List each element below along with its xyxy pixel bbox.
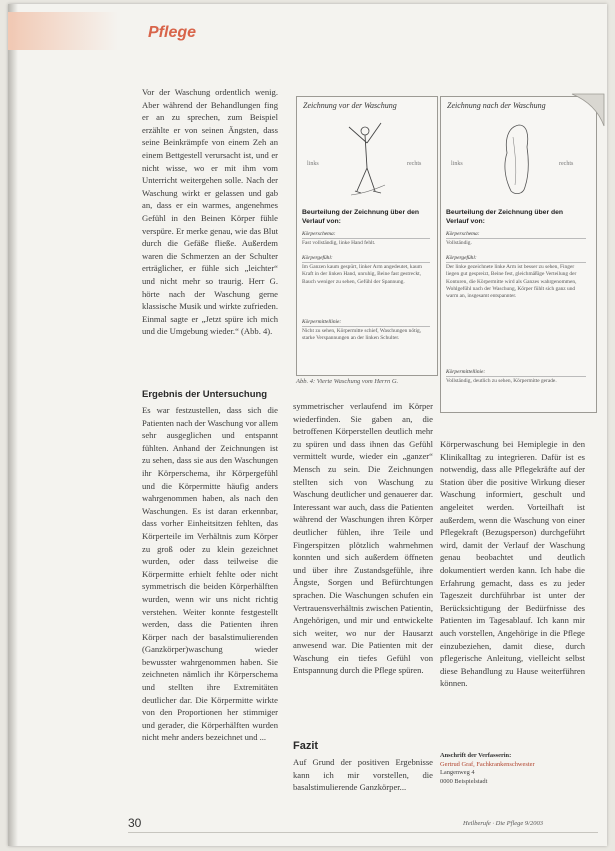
eval-key: Körperschema: (302, 231, 430, 239)
eval-body-schema (446, 231, 586, 247)
eval-value: Vollständig. (446, 240, 472, 247)
author-label: Anschrift der Verfasserin: (440, 752, 512, 759)
page-number: 30 (128, 816, 142, 830)
fazit-text (293, 756, 433, 794)
eval-key: Körpergefühl: (446, 255, 586, 263)
result-text (142, 404, 278, 744)
column-1-text (142, 86, 278, 338)
paragraph: symmetrischer verlaufend im Körper wiederfinden. Sie gaben an, die betroffenen Körperstellen deutlich mehr zu spüren und dass ihnen das Gefühl vermittelt wurde, wieder ein „ganzer“ Mensch zu sein. Die Zeichnungen stellten sich von Waschung zu Waschung deutlicher und genauerer dar. Interessant war auch, dass die Patienten während der Waschungen ihren Körper deutlicher fühlen, ihre Teile und Fingerspitzen plötzlich wahrnehmen konnten und sich außerdem öffneten und über ihre Zustandsgefühle, ihre Ängste, Sorgen und Befürchtungen sprachen. Die Waschungen schufen ein Vertrauensverhältnis zwischen Patientin, Angehörigen, und mir und entwickelte sich weiter, wo nur der Hausarzt anwesend war. Die Patienten mit der Waschung ein tiefes Gefühl von Entspannung durch die Pflege spüren. (293, 401, 433, 676)
label-left: links (451, 161, 463, 167)
eval-key: Körpergefühl: (302, 255, 430, 263)
footer-rule (128, 832, 598, 833)
eval-value: Vollständig, deutlich zu sehen, Körpermitte gerade. (446, 378, 557, 385)
eval-key: Körpermittellinie: (446, 369, 586, 377)
evaluation-heading: Beurteilung der Zeichnung über den Verlauf von: (302, 209, 420, 225)
eval-value: Fast vollständig, linke Hand fehlt. (302, 240, 376, 247)
header-color-stripe (8, 12, 118, 50)
author-address (440, 752, 590, 786)
author-line: 0000 Beispielstadt (440, 777, 488, 785)
label-right: rechts (559, 161, 574, 167)
section-title: Pflege (148, 24, 197, 41)
figure-title: Zeichnung nach der Waschung (447, 101, 546, 110)
paragraph: Auf Grund der positiven Ergebnisse kann ich mir vorstellen, die basalstimulierende Ganzkörper... (293, 757, 433, 793)
fazit-heading: Fazit (293, 740, 319, 752)
column-2-text (293, 400, 433, 677)
eval-body-feeling (446, 255, 586, 300)
page-curl-decoration (568, 90, 608, 130)
paragraph: Es war festzustellen, dass sich die Patienten nach der Waschung vor allem sehr ausgeglichen und entspannt fühlten. Anhand der Zeichnungen ist zu sehen, dass sie aus den Waschungen ihr Körperschema, ihr Körpergefühl und die Körpermitte häufig anders wahrgenommen haben, als nach den Waschungen. Es ist daran erkennbar, dass vorher Einheitsitzen fehlten, das Körperteile im Verhältnis zum Körper zu groß oder zu klein gezeichnet wurden, oder dass teilweise die Körpermitte erhielt fehlte oder nicht symmetrisch die beiden Körperhälften wurden, wenn wir uns nicht richtig verstehen. Weiter konnte festgestellt werden, dass die Patienten ihren Körper nach der basalstimulierenden (Ganzkörper)waschung wieder bewusster wahrgenommen haben. Sie zeichneten nämlich ihr Körperschema und stellten ihre Extremitäten deutlicher dar. Die Körpermitte wirkte von den Proportionen her stimmiger und gerader, die Körperhälften wurden nicht mehr anders bezeichnet und ... (142, 405, 278, 743)
label-left: links (307, 161, 319, 167)
author-line: Gertrud Graf, Fachkrankenschwester (440, 760, 535, 768)
eval-key: Körperschema: (446, 231, 586, 239)
column-3-text (440, 438, 585, 690)
eval-value: Nicht zu sehen, Körpermitte schief, Waschungen nötig, starke Verspannungen an der linken Schulter. (302, 328, 422, 342)
eval-body-schema (302, 231, 430, 247)
paragraph: Körperwaschung bei Hemiplegie in den Klinikalltag zu integrieren. Dafür ist es notwendig, dass alle Pflegekräfte auf der Station über die positive Wirkung dieser Waschung informiert, geschult und angeleitet werden. Vorteilhaft ist außerdem, wenn die Waschung von einer Pflegekraft (Bezugsperson) durchgeführt wird, damit der Verlauf der Waschung genau beobachtet und deutlich dokumentiert werden kann. Ich habe die Erfahrung gemacht, dass es zu jeder Tageszeit durchführbar ist unter der Berücksichtigung der Bedürfnisse des Patienten im Tagesablauf. Ich kann mir auch vorstellen, Angehörige in die Pflege einzubeziehen, damit diese, durch pflegerische Anleitung, vielleicht selbst diese Behandlung zu Hause weiterführen können. (440, 439, 585, 689)
document-page (8, 4, 607, 846)
stick-figure-drawing (301, 113, 433, 203)
eval-body-midline (302, 319, 430, 343)
eval-body-midline (446, 369, 586, 385)
body-outline-drawing (445, 113, 585, 203)
evaluation-heading: Beurteilung der Zeichnung über den Verlauf von: (446, 209, 564, 225)
figure-caption: Abb. 4: Vierte Waschung vom Herrn G. (296, 378, 399, 385)
paragraph: Vor der Waschung ordentlich wenig. Aber während der Behandlungen fing er an zu sprechen, zum Beispiel erzählte er von seinen Ängsten, dass seine Beinkrämpfe von einem Zeh an einem Bettgestell verursacht ist, und er nicht wisse, wo er mit ihm vom Unterricht weitergehen solle. Nach der Waschung wirkt er gelassen und gab an, dass er ein warmes, angenehmes Gefühl in den Beinen Körper fühle verspüre. Er merke genau, wie das Blut durch die Gefäße fließe. Außerdem waren die Schmerzen an der Schulter erträglicher, er fühle sich „leichter“ und nicht mehr so traurig. Herr G. hörte nach der Waschung gerne klassische Musik und wirkte zufrieden. Einmal sagte er „Jetzt spüre ich mich und die Umgebung wieder.“ (Abb. 4). (142, 87, 278, 337)
figure-after-washing (440, 96, 597, 413)
label-right: rechts (407, 161, 422, 167)
figure-before-washing (296, 96, 438, 376)
result-heading: Ergebnis der Untersuchung (142, 389, 268, 400)
eval-key: Körpermittellinie: (302, 319, 430, 327)
eval-value: Der linke gezeichnete linke Arm ist besser zu sehen, Finger liegen gut gespreizt, Beine fest, gleichmäßige Verteilung der Konturen, die Körpermitte wird als Ganzes wahrgenommen, Wohlgefühl nach der Waschung, Körper fühlt sich ganz und warm an, insgesamt entspannter. (446, 264, 577, 300)
figure-title: Zeichnung vor der Waschung (303, 101, 397, 110)
header-bar (8, 12, 607, 50)
eval-value: Im Ganzen kaum gespürt, linker Arm angedeutet, kaum Kraft in der linken Hand, unruhig, Beine fast gestreckt, Bauch weniger zu sehen, Gefühl der Spannung. (302, 264, 422, 285)
eval-body-feeling (302, 255, 430, 286)
journal-reference: Heilberufe · Die Pflege 9/2003 (463, 820, 543, 827)
page-binding-shadow (8, 4, 18, 846)
author-line: Langenweg 4 (440, 769, 475, 776)
